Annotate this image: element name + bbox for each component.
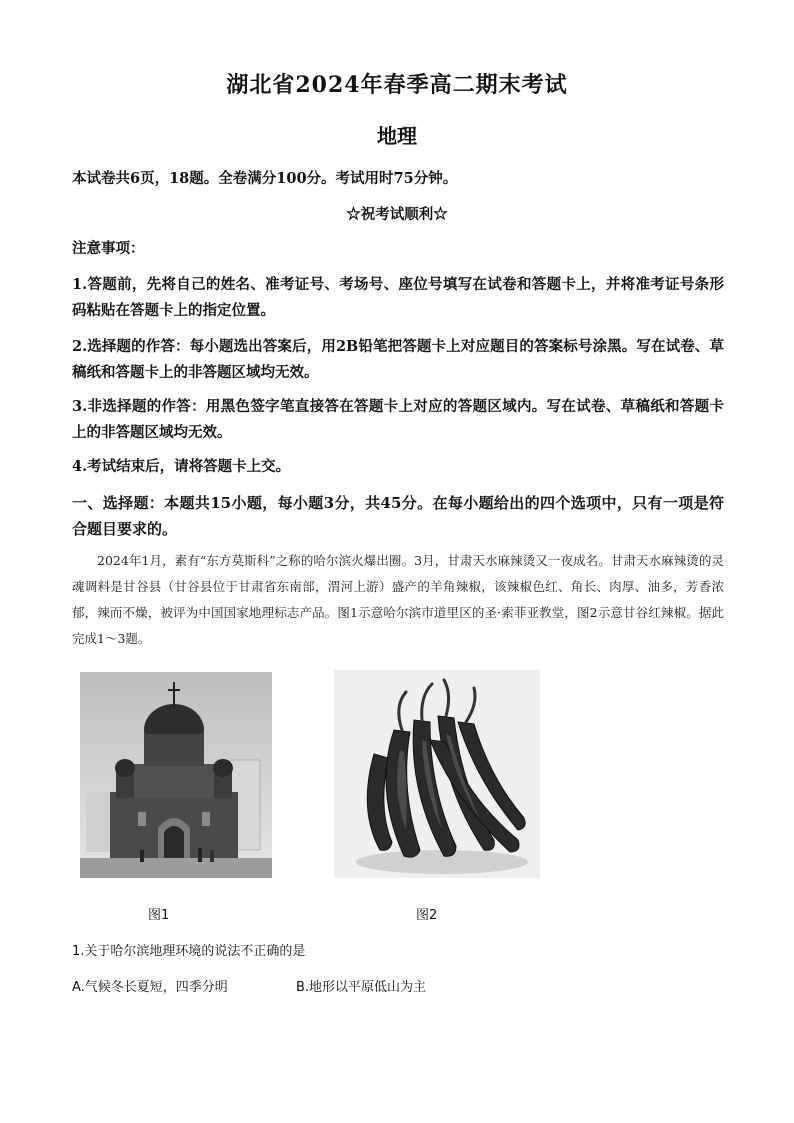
notice-heading: 注意事项： xyxy=(72,240,145,257)
question-1-option-b: B.地形以平原低山为主 xyxy=(296,980,427,995)
notice-item-2: 2.选择题的作答：每小题选出答案后，用2B铅笔把答题卡上对应题目的答案标号涂黑。写在试卷、草稿纸和答题卡上的非答题区域均无效。 xyxy=(72,338,724,381)
exam-title: 湖北省2024年春季高二期末考试 xyxy=(226,72,568,98)
exam-info: 本试卷共6页，18题。全卷满分100分。考试用时75分钟。 xyxy=(72,170,458,187)
figure-1-church-photo xyxy=(80,672,272,878)
question-1-stem: 1.关于哈尔滨地理环境的说法不正确的是 xyxy=(72,944,306,959)
figure-1-caption: 图1 xyxy=(148,908,170,923)
figure-2-caption: 图2 xyxy=(416,908,438,923)
notice-item-4: 4.考试结束后，请将答题卡上交。 xyxy=(72,458,291,475)
subject-title: 地理 xyxy=(377,124,417,148)
notice-item-3: 3.非选择题的作答：用黑色签字笔直接答在答题卡上对应的答题区域内。写在试卷、草稿纸和答题卡上的非答题区域均无效。 xyxy=(72,398,724,441)
notice-item-1: 1.答题前，先将自己的姓名、准考证号、考场号、座位号填写在试卷和答题卡上，并将准考证号条形码粘贴在答题卡上的指定位置。 xyxy=(72,276,724,319)
blessing: ☆祝考试顺利☆ xyxy=(346,206,448,223)
question-1-option-a: A.气候冬长夏短，四季分明 xyxy=(72,980,228,995)
section-heading: 一、选择题：本题共15小题，每小题3分，共45分。在每小题给出的四个选项中，只有一项是符合题目要求的。 xyxy=(72,494,724,538)
reading-passage: 2024年1月，素有“东方莫斯科”之称的哈尔滨火爆出圈。3月，甘肃天水麻辣烫又一夜成名。甘肃天水麻辣烫的灵魂调料是甘谷县（甘谷县位于甘肃省东南部，渭河上游）盛产的羊角辣椒，该辣椒色红、角长、肉厚、油多，芳香浓郁，辣而不燥，被评为中国国家地理标志产品。图1示意哈尔滨市道里区的圣·索菲亚教堂，图2示意甘谷红辣椒。据此完成1～3题。 xyxy=(72,553,724,646)
figure-2-chili-photo xyxy=(334,670,540,878)
